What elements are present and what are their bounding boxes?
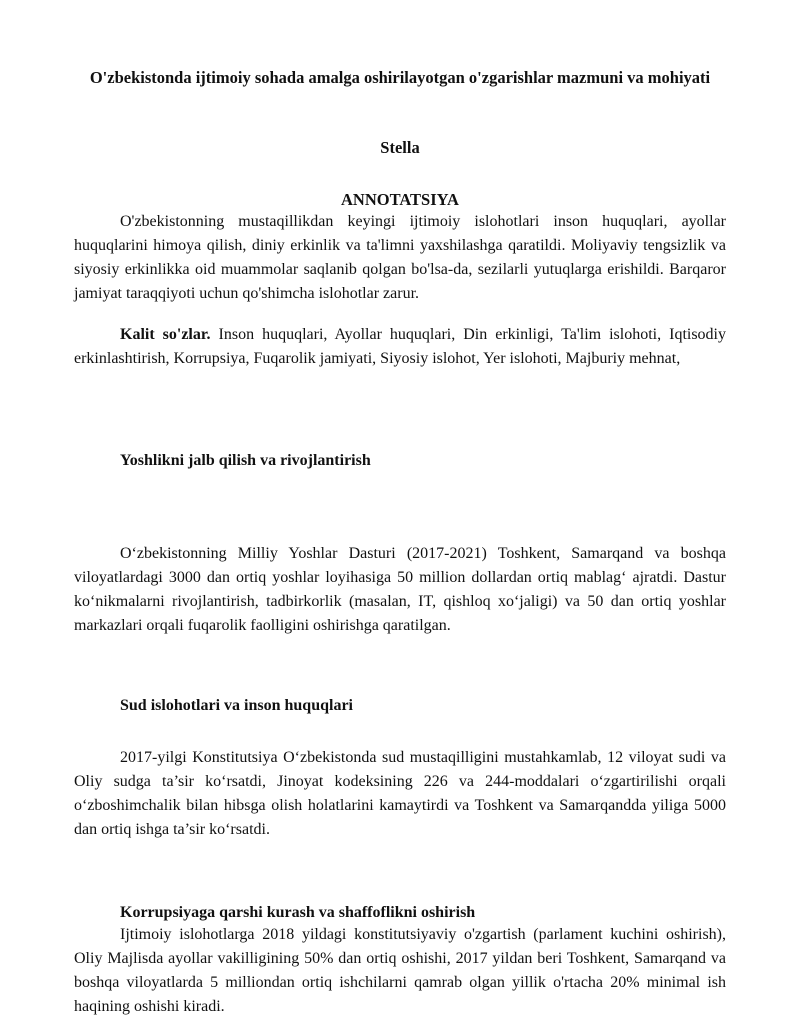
keywords-label: Kalit so'zlar.: [120, 326, 211, 343]
document-title: O'zbekistonda ijtimoiy sohada amalga oshirilayotgan o'zgarishlar mazmuni va mohiyati: [89, 68, 711, 87]
author-name: Stella: [380, 138, 420, 157]
keywords-text: Inson huquqlari, Ayollar huquqlari, Din erkinligi, Ta'lim islohoti, Iqtisodiy erkinlashtirish, Korrupsiya, Fuqarolik jamiyati, Siyosiy islohot, Yer islohoti, Majburiy mehnat,: [74, 326, 727, 367]
section-heading: Sud islohotlari va inson huquqlari: [120, 697, 353, 714]
section-paragraph: 2017-yilgi Konstitutsiya O‘zbekistonda sud mustaqilligini mustahkamlab, 12 viloyat sudi va Oliy sudga ta’sir ko‘rsatdi, Jinoyat kodeksining 226 va 244-moddalari o‘zgartirilishi orqali o‘zboshimchalik bilan hibsga olish holatlarini kamaytirdi va Toshkent va Samarqandda yiliga 5000 dan ortiq ishga ta’sir ko‘rsatdi.: [74, 749, 726, 838]
annotation-heading: ANNOTATSIYA: [341, 190, 459, 209]
section-heading: Yoshlikni jalb qilish va rivojlantirish: [120, 452, 371, 469]
annotation-paragraph: O'zbekistonning mustaqillikdan keyingi ijtimoiy islohotlari inson huquqlari, ayollar huquqlarini himoya qilish, diniy erkinlik va ta'limni yaxshilashga qaratildi. Moliyaviy tengsizlik va siyosiy erkinlikka oid muammolar saqlanib qolgan bo'lsa-da, sezilarli yutuqlarga erishildi. Barqaror jamiyat taraqqiyoti uchun qo'shimcha islohotlar zarur.: [74, 213, 726, 302]
keywords-paragraph: [74, 323, 726, 371]
section-paragraph: Ijtimoiy islohotlarga 2018 yildagi konstitutsiyaviy o'zgartish (parlament kuchini oshirish), Oliy Majlisda ayollar vakilligining 50% dan ortiq oshishi, 2017 yildan beri Toshkent, Samarqand va boshqa viloyatlarda 5 milliondan ortiq ishchilarni qamrab olgan yillik o'rtacha 20% minimal ish haqining oshishi kiradi.: [74, 926, 726, 1015]
section-paragraph: O‘zbekistonning Milliy Yoshlar Dasturi (2017-2021) Toshkent, Samarqand va boshqa viloyatlardagi 3000 dan ortiq yoshlar loyihasiga 50 million dollardan ortiq mablag‘ ajratdi. Dastur ko‘nikmalarni rivojlantirish, tadbirkorlik (masalan, IT, qishloq xo‘jaligi) va 50 dan ortiq yoshlar markazlari orqali fuqarolik faolligini oshirishga qaratilgan.: [74, 545, 726, 634]
section-heading: Korrupsiyaga qarshi kurash va shaffoflikni oshirish: [120, 904, 476, 921]
